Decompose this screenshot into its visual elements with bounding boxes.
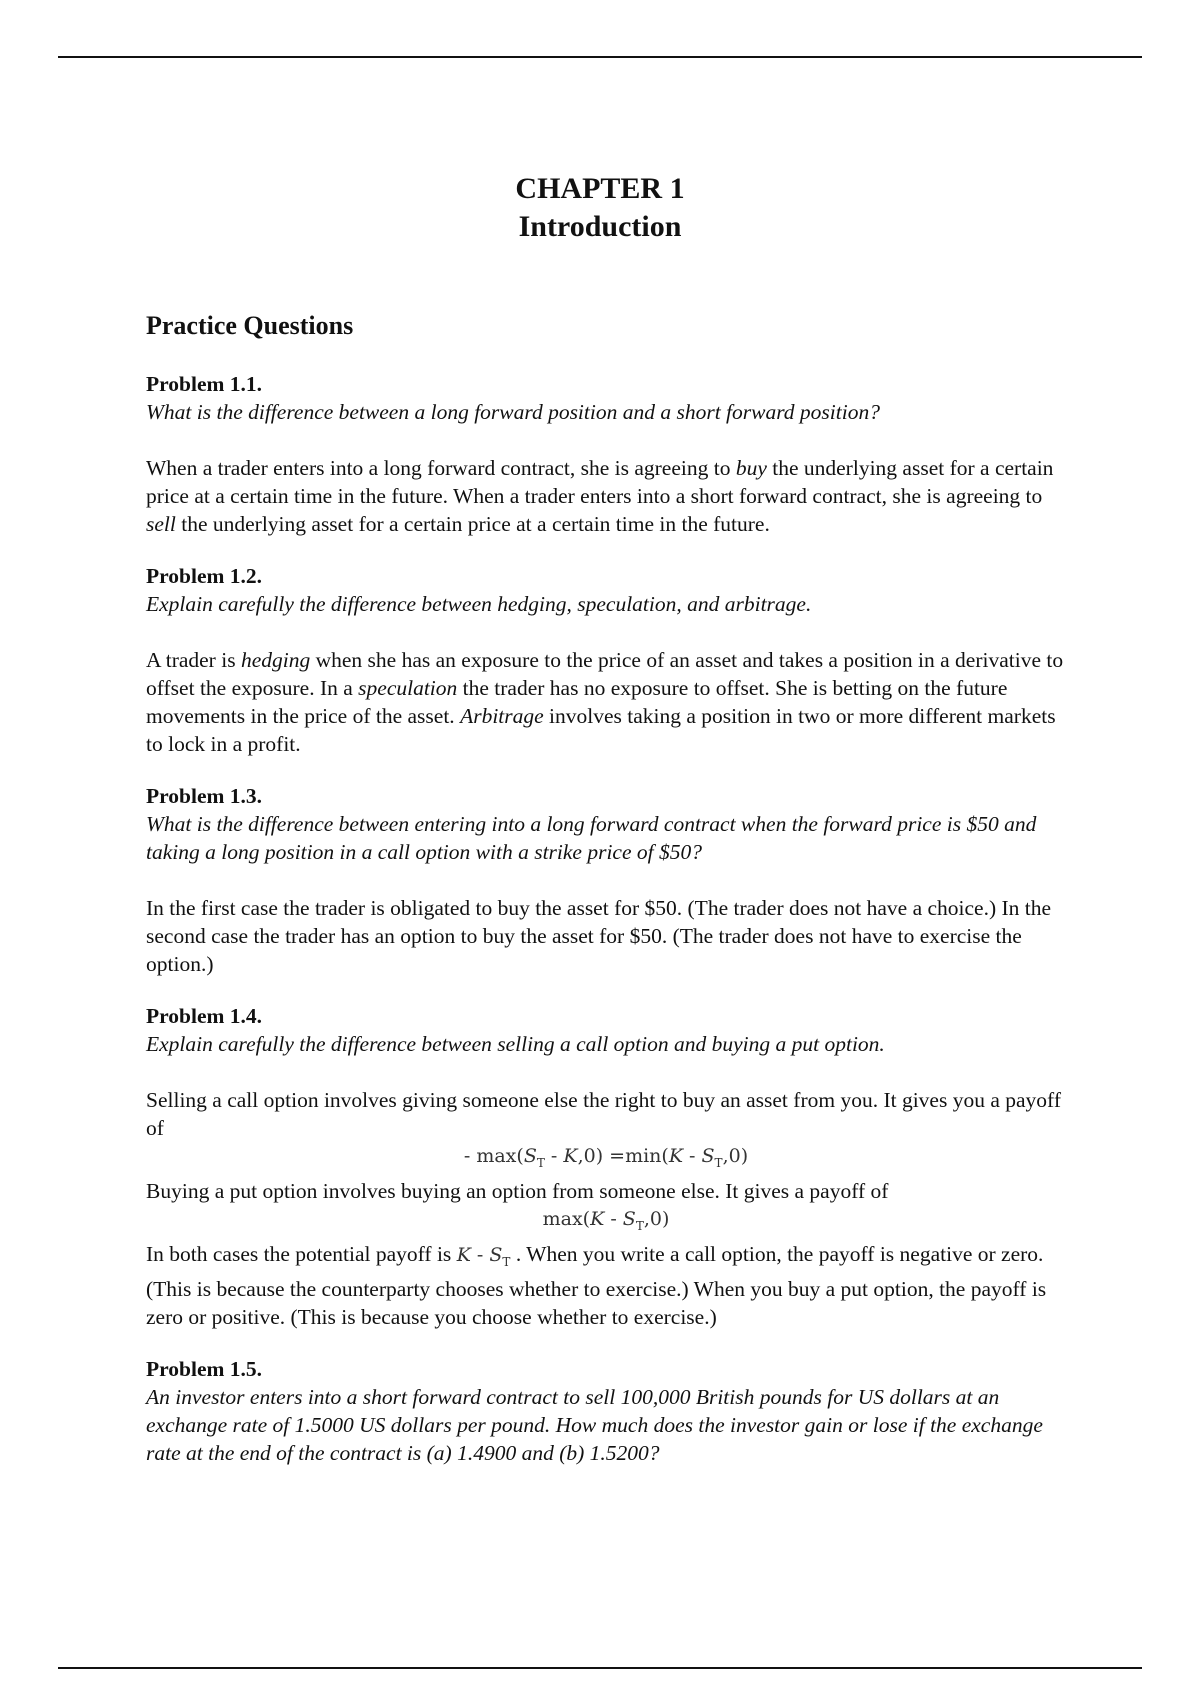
problem-question: Explain carefully the difference between hedging, speculation, and arbitrage. [146,592,812,616]
answer-emphasis: buy [735,456,767,480]
answer-text: Buying a put option involves buying an option from someone else. It gives a payoff of [146,1178,889,1203]
answer-text: involves taking a position in two or more different markets to lock in a profit. [146,704,1056,756]
problem-title: Problem 1.4. [146,1004,263,1028]
problem-title: Problem 1.2. [146,564,263,588]
problem-title: Problem 1.1. [146,372,263,396]
answer-text: Selling a call option involves giving someone else the right to buy an asset from you. It gives you a payoff of [146,1088,1061,1140]
problem-answer [146,646,1066,758]
problem-answer [146,894,1066,978]
chapter-number: CHAPTER 1 [515,172,685,205]
answer-text: In both cases the potential payoff is [146,1241,457,1266]
problem-1-1 [146,370,1066,538]
answer-emphasis: sell [146,512,176,536]
problem-1-2 [146,562,1066,758]
payoff-equation-put: $\max(K - S_T,0)$ [542,1207,670,1233]
answer-text: the trader has no exposure to offset. She is betting on the future movements in the price of the asset. [146,676,1008,728]
answer-text: when she has an exposure to the price of an asset and takes a position in a derivative to offset the exposure. In a [146,648,1064,700]
answer-text: A trader is [146,648,241,672]
problem-title: Problem 1.3. [146,784,263,808]
problem-1-5 [146,1355,1066,1467]
problem-answer [146,1086,1066,1331]
problem-answer [146,454,1066,538]
problem-title: Problem 1.5. [146,1357,263,1382]
answer-emphasis: hedging [240,648,311,672]
section-title: Practice Questions [146,311,354,340]
top-rule [58,56,1142,58]
answer-text: the underlying asset for a certain price at a certain time in the future. [175,512,770,536]
problem-question: Explain carefully the difference between selling a call option and buying a put option. [146,1032,885,1056]
chapter-title: Introduction [518,210,682,243]
inline-payoff-expression: K - $S_T$ [456,1243,511,1269]
answer-text: When a trader enters into a long forward contract, she is agreeing to [146,456,736,480]
answer-emphasis: Arbitrage [460,704,544,728]
page-content [146,310,1066,1495]
problem-question: What is the difference between entering into a long forward contract when the forward price is $50 and taking a long position in a call option with a strike price of $50? [146,812,1037,864]
answer-text: . When you write a call option, the payoff is negative or zero. (This is because the counterparty chooses whether to exercise.) When you buy a put option, the payoff is zero or positive. (This is because you choose whether to exercise.) [146,1241,1047,1330]
problem-question: An investor enters into a short forward contract to sell 100,000 British pounds for US dollars at an exchange rate of 1.5000 US dollars per pound. How much does the investor gain or lose if the exchange rate at the end of the contract is (a) 1.4900 and (b) 1.5200? [146,1385,1043,1466]
bottom-rule [58,1667,1142,1669]
answer-text: In the first case the trader is obligated to buy the asset for $50. (The trader does not have a choice.) In the second case the trader has an option to buy the asset for $50. (The trader does not have to exercise the option.) [146,896,1052,976]
answer-text: the underlying asset for a certain price at a certain time in the future. When a trader enters into a short forward contract, she is agreeing to [146,456,1054,508]
problem-1-3 [146,782,1066,978]
payoff-equation-call: - $\max(S_T - K,0) =\min(K - S_T,0)$ [463,1145,749,1170]
chapter-heading [0,170,1200,246]
problem-question: What is the difference between a long forward position and a short forward position? [146,400,880,424]
problem-1-4 [146,1002,1066,1331]
answer-emphasis: speculation [358,676,458,700]
